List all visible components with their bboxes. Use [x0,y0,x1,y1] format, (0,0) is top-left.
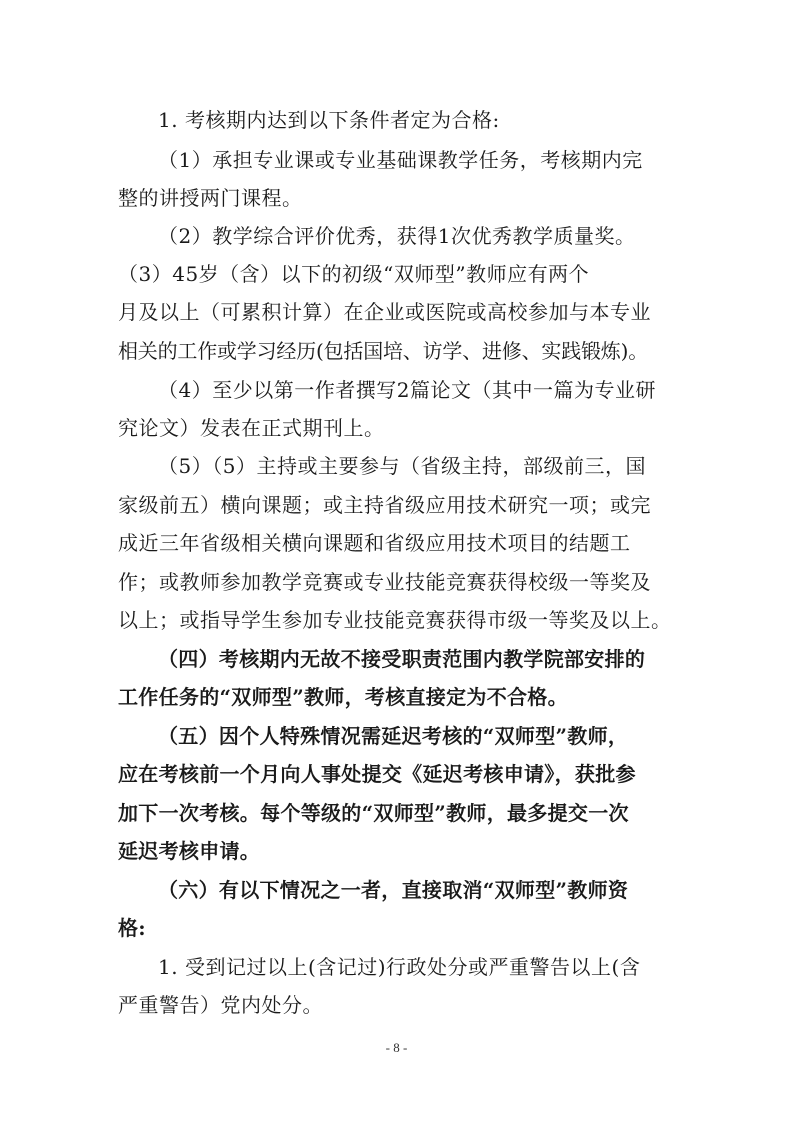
text-line: 究论文）发表在正式期刊上。 [118,416,385,440]
page-number: - 8 - [385,1040,408,1055]
text-line: （3）45岁（含）以下的初级“双师型”教师应有两个 [118,262,590,286]
section-heading-line: （六）有以下情况之一者，直接取消“双师型”教师资 [158,878,629,902]
section-heading-line: 格: [118,916,146,940]
text-line: 严重警告）党内处分。 [118,993,323,1017]
text-line: 成近三年省级相关横向课题和省级应用技术项目的结题工 [118,531,631,555]
text-line: 以上；或指导学生参加专业技能竞赛获得市级一等奖及以上。 [118,608,672,632]
text-line: （5）（5）主持或主要参与（省级主持，部级前三，国 [158,454,646,478]
text-line: （1）承担专业课或专业基础课教学任务，考核期内完 [158,148,643,172]
text-line: 作；或教师参加教学竞赛或专业技能竞赛获得校级一等奖及 [118,570,651,594]
text-line: （2）教学综合评价优秀，获得1次优秀教学质量奖。 [158,224,636,248]
text-line: 1. 受到记过以上(含记过)行政处分或严重警告以上(含 [158,955,641,979]
text-line: 1. 考核期内达到以下条件者定为合格: [158,108,500,132]
section-heading-line: 加下一次考核。每个等级的“双师型”教师，最多提交一次 [118,801,629,825]
text-line: 相关的工作或学习经历(包括国培、访学、进修、实践锻炼)。 [118,339,649,363]
text-line: 月及以上（可累积计算）在企业或医院或高校参加与本专业 [118,300,651,324]
text-line: 整的讲授两门课程。 [118,186,303,210]
section-heading-line: 应在考核前一个月向人事处提交《延迟考核申请》，获批参 [118,762,636,786]
section-heading-line: 工作任务的“双师型”教师，考核直接定为不合格。 [118,685,568,709]
section-heading-line: （四）考核期内无故不接受职责范围内教学院部安排的 [158,647,646,671]
section-heading-line: 延迟考核申请。 [118,839,261,863]
text-line: 家级前五）横向课题；或主持省级应用技术研究一项；或完 [118,493,651,517]
section-heading-line: （五）因个人特殊情况需延迟考核的“双师型”教师， [158,724,629,748]
text-line: （4）至少以第一作者撰写2篇论文（其中一篇为专业研 [158,378,656,402]
